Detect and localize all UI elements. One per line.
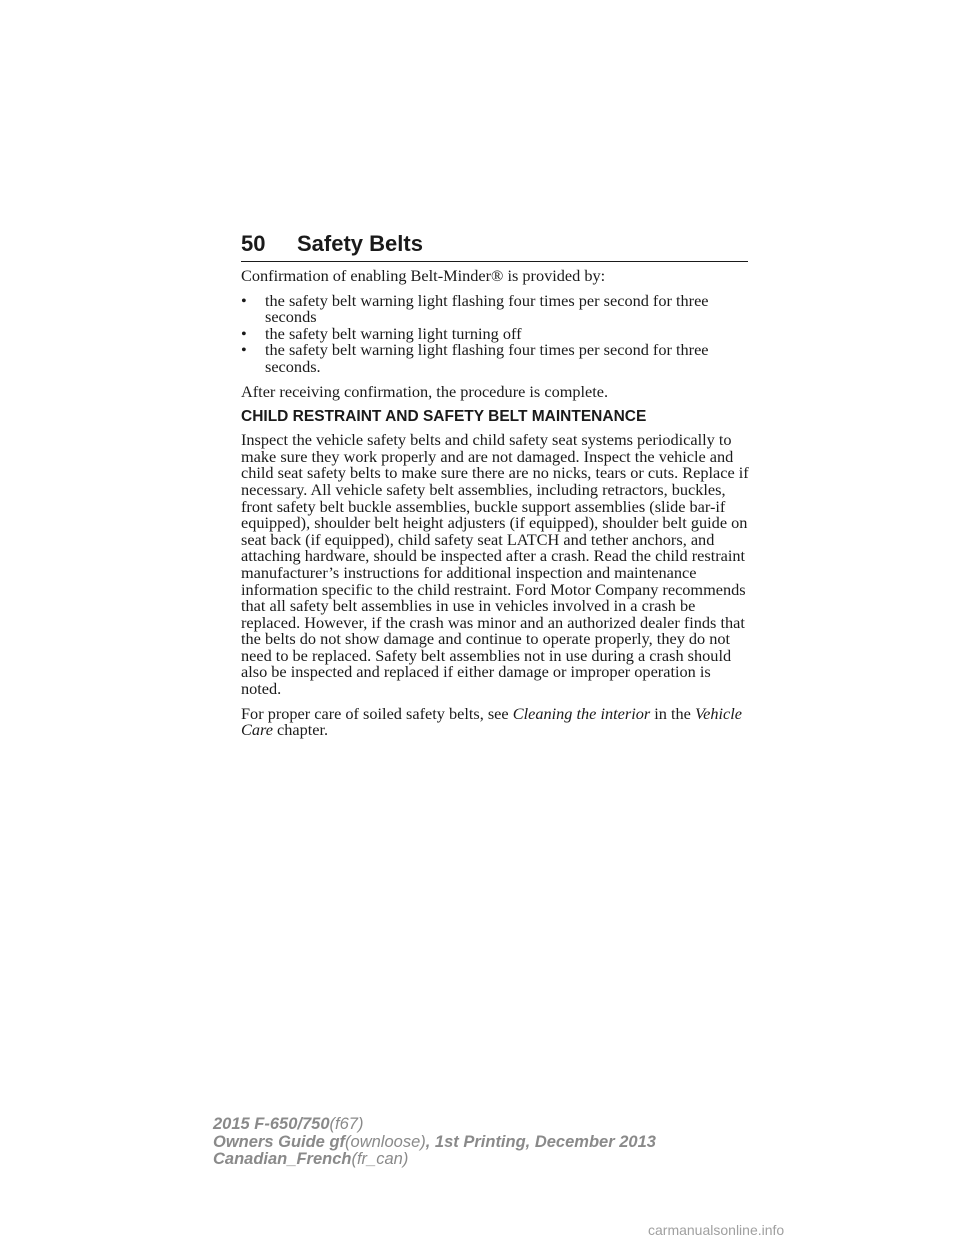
footer-printing: , 1st Printing, December 2013 [425,1132,656,1151]
list-item [241,290,751,327]
vehicle-care-link[interactable]: Vehicle Care [241,703,742,740]
page-footer [213,1116,733,1169]
cleaning-interior-link[interactable]: Cleaning the interior [512,703,651,723]
section-heading: CHILD RESTRAINT AND SAFETY BELT MAINTENANCE [241,408,647,426]
body-text [241,268,751,747]
care-prefix: For proper care of soiled safety belts, see [241,703,513,723]
footer-model-line [213,1116,733,1134]
footer-locale-code: (fr_can) [351,1150,409,1168]
care-middle: in the [650,703,695,723]
footer-guide: Owners Guide gf [213,1132,346,1151]
watermark: carmanualsonline.info [648,1222,785,1238]
page-header [241,229,748,262]
bullet-icon: • [241,290,247,310]
list-item-text: the safety belt warning light flashing four times per second for three seconds. [265,340,709,376]
completion-paragraph: After receiving confirmation, the procedure is complete. [241,381,609,401]
footer-locale-line [213,1151,733,1169]
footer-model-code: (f67) [329,1115,364,1133]
care-suffix: chapter. [272,720,329,740]
bullet-icon: • [241,340,247,360]
list-item-text: the safety belt warning light flashing four times per second for three seconds [265,290,709,327]
maintenance-paragraph: Inspect the vehicle safety belts and child safety seat systems periodically to make sure they work properly and are not damaged. Inspect the vehicle and child seat safety belts to make sure there are no nicks, tears or cuts. Replace if necessary. All vehicle safety belt assemblies, including retractors, buckles, front safety belt buckle assemblies, buckle support assemblies (slide bar-if equipped), shoulder belt height adjusters (if equipped), shoulder belt guide on seat back (if equipped), child safety seat LATCH and tether anchors, and attaching hardware, should be inspected after a crash. Read the child restraint manufacturer’s instructions for additional inspection and maintenance information specific to the child restraint. Ford Motor Company recommends that all safety belt assemblies in use in vehicles involved in a crash be replaced. However, if the crash was minor and an authorized dealer finds that the belts do not show damage and continue to operate properly, they do not need to be replaced. Safety belt assemblies not in use during a crash should also be inspected and replaced if either damage or improper operation is noted. [241,430,749,699]
footer-model: 2015 F-650/750 [213,1115,330,1133]
list-item [241,342,751,375]
bullet-icon: • [241,323,247,343]
footer-locale: Canadian_French [213,1150,352,1168]
care-paragraph [241,703,751,740]
chapter-title: Safety Belts [297,231,423,256]
intro-paragraph: Confirmation of enabling Belt-Minder® is provided by: [241,266,606,285]
confirmation-list [241,290,751,376]
page-number: 50 [241,231,266,256]
footer-guide-line [213,1134,733,1152]
list-item-text: the safety belt warning light turning off [265,323,522,343]
footer-guide-code: (ownloose) [345,1132,426,1151]
